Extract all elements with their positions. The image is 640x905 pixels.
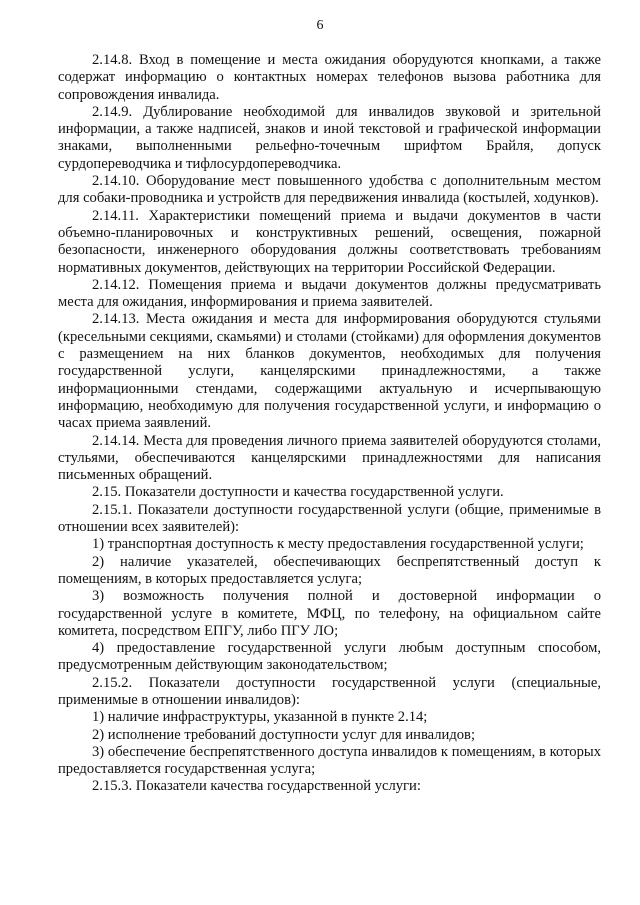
list-item-special-3: 3) обеспечение беспрепятственного доступа инвалидов к помещениям, в которых предоставляется государственная услуга;: [58, 743, 601, 778]
list-item-special-2: 2) исполнение требований доступности услуг для инвалидов;: [92, 726, 476, 743]
list-item-special-1: 1) наличие инфраструктуры, указанной в пункте 2.14;: [92, 709, 428, 726]
paragraph-2-14-11: 2.14.11. Характеристики помещений приема и выдачи документов в части объемно-планировочных и конструктивных решений, освещения, пожарной безопасности, инженерного оборудования должны соответствовать требованиям нормативных документов, действующих на территории Российской Федерации.: [58, 207, 601, 276]
paragraph-2-14-13: 2.14.13. Места ожидания и места для информирования оборудуются стульями (кресельными секциями, скамьями) и столами (стойками) для оформления документов с размещением на них бланков документов, необходимых для получения государственной услуги, канцелярскими принадлежностями, а также информационными стендами, содержащими актуальную и исчерпывающую информацию, необходимую для получения государственной услуги, и информацию о часах приема заявлений.: [58, 311, 601, 432]
paragraph-2-14-8: 2.14.8. Вход в помещение и места ожидания оборудуются кнопками, а также содержат информацию о контактных номерах телефонов вызова работника для сопровождения инвалида.: [58, 52, 601, 103]
paragraph-2-14-10: 2.14.10. Оборудование мест повышенного удобства с дополнительным местом для собаки-проводника и устройств для передвижения инвалида (костылей, ходунков).: [58, 173, 601, 207]
paragraph-2-15-3: 2.15.3. Показатели качества государственной услуги:: [92, 778, 421, 795]
list-item-general-2: 2) наличие указателей, обеспечивающих беспрепятственный доступ к помещениям, в которых предоставляется услуга;: [58, 553, 601, 587]
paragraph-2-14-12: 2.14.12. Помещения приема и выдачи документов должны предусматривать места для ожидания, информирования и приема заявителей.: [58, 276, 601, 311]
paragraph-2-14-14: 2.14.14. Места для проведения личного приема заявителей оборудуются столами, стульями, обеспечиваются канцелярскими принадлежностями для написания письменных обращений.: [58, 432, 601, 484]
document-body: [58, 52, 601, 796]
list-item-general-3: 3) возможность получения полной и достоверной информации о государственной услуге в комитете, МФЦ, по телефону, на официальном сайте комитета, посредством ЕПГУ, либо ПГУ ЛО;: [58, 588, 601, 639]
paragraph-2-15-1: 2.15.1. Показатели доступности государственной услуги (общие, применимые в отношении всех заявителей):: [58, 501, 601, 536]
list-item-general-4: 4) предоставление государственной услуги любым доступным способом, предусмотренным действующим законодательством;: [58, 640, 601, 674]
paragraph-2-14-9: 2.14.9. Дублирование необходимой для инвалидов звуковой и зрительной информации, а также надписей, знаков и иной текстовой и графической информации знаками, выполненными рельефно-точечным шрифтом Брайля, допуск сурдопереводчика и тифлосурдопереводчика.: [58, 103, 601, 172]
paragraph-2-15: 2.15. Показатели доступности и качества государственной услуги.: [92, 484, 504, 501]
paragraph-2-15-2: 2.15.2. Показатели доступности государственной услуги (специальные, применимые в отношении инвалидов):: [58, 674, 601, 708]
list-item-general-1: 1) транспортная доступность к месту предоставления государственной услуги;: [92, 536, 584, 553]
page-number: 6: [316, 18, 324, 33]
